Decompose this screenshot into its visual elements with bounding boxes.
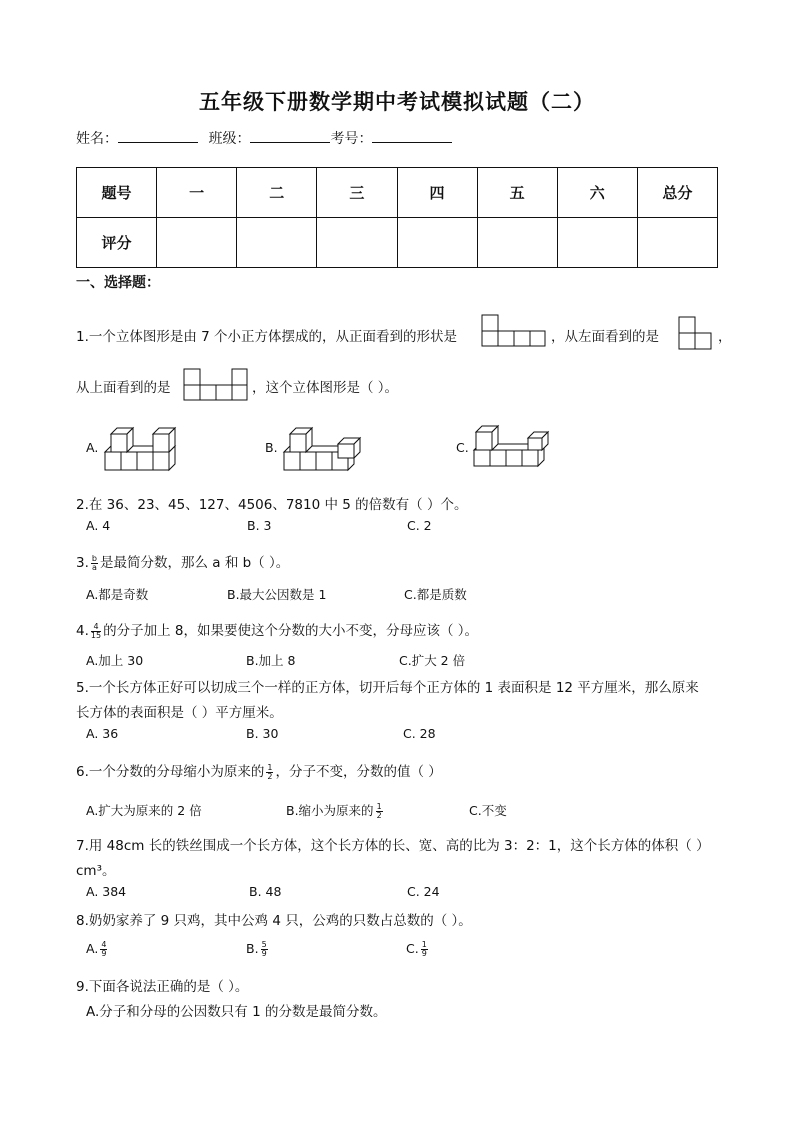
q3-option-a[interactable]: A.都是奇数: [86, 587, 149, 602]
question-6: [76, 760, 442, 781]
q2-option-a[interactable]: A. 4: [86, 518, 111, 533]
left-view-figure: [678, 316, 714, 352]
question-1-line-2: 从上面看到的是: [76, 380, 171, 396]
fraction-denominator: 9: [261, 949, 267, 958]
section-heading: 一、选择题：: [76, 275, 160, 291]
question-2-text: 2.在 36、23、45、127、4506、7810 中 5 的倍数有（ ）个。: [76, 497, 468, 513]
view-square: [216, 385, 232, 400]
score-cell[interactable]: [157, 218, 237, 268]
view-square: [679, 317, 695, 333]
q7-option-c[interactable]: C. 24: [407, 884, 440, 899]
header-cell: 五: [477, 168, 557, 218]
q8-option-c[interactable]: [406, 941, 430, 958]
score-table-header-row: [77, 168, 718, 218]
q2-option-b[interactable]: B. 3: [247, 518, 272, 533]
question-4-text: 的分子加上 8，如果要使这个分数的大小不变，分母应该（ ）。: [103, 623, 478, 639]
q2-option-c[interactable]: C. 2: [407, 518, 432, 533]
q8-option-b[interactable]: [246, 941, 270, 958]
view-square: [498, 331, 514, 346]
front-view-figure: [481, 314, 547, 348]
question-1-text-b: ，从左面看到的是: [551, 329, 659, 345]
view-square: [679, 333, 695, 349]
view-square: [184, 369, 200, 385]
q6-option-b-text: B.缩小为原来的: [286, 803, 374, 818]
q1-option-c-figure: [472, 422, 558, 474]
q4-option-c[interactable]: C.扩大 2 倍: [399, 653, 466, 668]
fraction-denominator: 2: [267, 771, 273, 781]
q1-option-a[interactable]: A.: [86, 440, 99, 455]
fraction-numerator: 4: [91, 623, 101, 632]
question-4-number: 4.: [76, 623, 89, 639]
fraction: [376, 803, 383, 820]
q1-option-a-figure: [103, 422, 179, 474]
fraction-denominator: 9: [421, 949, 427, 958]
view-square: [200, 385, 216, 400]
q5-option-a[interactable]: A. 36: [86, 726, 119, 741]
q8-option-c-label: C.: [406, 941, 419, 956]
name-label: 姓名：: [76, 131, 118, 147]
header-cell: 四: [397, 168, 477, 218]
q6-option-b[interactable]: [286, 801, 385, 820]
view-square: [184, 385, 200, 400]
score-cell[interactable]: [477, 218, 557, 268]
fraction: [100, 941, 107, 958]
fraction: [91, 623, 101, 640]
score-cell[interactable]: [237, 218, 317, 268]
q9-option-a[interactable]: A.分子和分母的公因数只有 1 的分数是最简分数。: [86, 1004, 387, 1020]
view-square: [232, 369, 247, 385]
fraction-numerator: 1: [421, 940, 427, 949]
student-info: [76, 127, 452, 148]
view-square: [482, 331, 498, 346]
class-label: 班级：: [208, 131, 251, 147]
question-1-line-1: [76, 325, 457, 345]
q8-option-a[interactable]: [86, 941, 109, 958]
question-5-line-1: 5.一个长方体正好可以切成三个一样的正方体，切开后每个正方体的 1 表面积是 12 平方厘米，那么原来: [76, 680, 699, 696]
q5-option-b[interactable]: B. 30: [246, 726, 279, 741]
fraction-denominator: 2: [376, 811, 382, 820]
header-cell: 题号: [77, 168, 157, 218]
fraction-denominator: a: [91, 562, 97, 572]
q8-option-b-label: B.: [246, 941, 259, 956]
exam-no-blank[interactable]: [372, 127, 452, 143]
question-1-text-e: ，这个立体图形是（ ）。: [252, 380, 399, 396]
header-cell: 六: [557, 168, 637, 218]
fraction: [261, 941, 268, 958]
page-title: 五年级下册数学期中考试模拟试题（二）: [199, 90, 595, 114]
view-square: [530, 331, 545, 346]
fraction-numerator: 1: [267, 762, 273, 772]
fraction-denominator: 9: [101, 949, 107, 958]
view-square: [514, 331, 530, 346]
header-cell: 总分: [637, 168, 717, 218]
score-cell[interactable]: [397, 218, 477, 268]
view-square: [695, 333, 711, 349]
score-table-score-row: [77, 218, 718, 268]
q8-option-a-label: A.: [86, 941, 99, 956]
header-cell: 一: [157, 168, 237, 218]
q3-option-b[interactable]: B.最大公因数是 1: [227, 587, 327, 602]
q4-option-b[interactable]: B.加上 8: [246, 653, 296, 668]
fraction-numerator: 1: [376, 802, 382, 811]
view-square: [232, 385, 247, 400]
exam-no-label: 考号：: [330, 131, 373, 147]
fraction: [421, 941, 428, 958]
question-3-text: 是最简分数，那么 a 和 b（ ）。: [99, 555, 290, 571]
question-7-line-2: cm³。: [76, 863, 116, 879]
question-1-text-c: ，: [718, 329, 732, 345]
q1-option-b-figure: [282, 422, 364, 474]
question-5-line-2: 长方体的表面积是（ ）平方厘米。: [76, 705, 283, 721]
question-3-number: 3.: [76, 555, 89, 571]
header-cell: 二: [237, 168, 317, 218]
view-square: [482, 315, 498, 331]
q7-option-b[interactable]: B. 48: [249, 884, 282, 899]
q1-option-b[interactable]: B.: [265, 440, 278, 455]
fraction-numerator: 4: [101, 940, 107, 949]
fraction-numerator: 5: [261, 940, 267, 949]
top-view-figure: [183, 368, 249, 402]
question-6-text-a: 6.一个分数的分母缩小为原来的: [76, 764, 265, 780]
q6-option-c[interactable]: C.不变: [469, 803, 507, 818]
fraction: [91, 555, 98, 572]
name-blank[interactable]: [118, 127, 198, 143]
class-blank[interactable]: [250, 127, 330, 143]
question-3: [76, 551, 289, 572]
q1-option-c[interactable]: C.: [456, 440, 469, 455]
score-table: [76, 167, 718, 268]
fraction-denominator: 15: [90, 630, 102, 640]
q3-option-c[interactable]: C.都是质数: [404, 587, 467, 602]
q4-option-a[interactable]: A.加上 30: [86, 653, 144, 668]
question-8-text: 8.奶奶家养了 9 只鸡，其中公鸡 4 只，公鸡的只数占总数的（ ）。: [76, 913, 472, 929]
q7-option-a[interactable]: A. 384: [86, 884, 127, 899]
question-1-text: 1.一个立体图形是由 7 个小正方体摆成的，从正面看到的形状是: [76, 329, 458, 345]
question-9-text: 9.下面各说法正确的是（ ）。: [76, 979, 249, 995]
score-row-label: 评分: [77, 218, 157, 268]
score-cell[interactable]: [557, 218, 637, 268]
fraction-numerator: b: [91, 553, 97, 563]
header-cell: 三: [317, 168, 397, 218]
fraction: [266, 764, 273, 781]
question-7-line-1: 7.用 48cm 长的铁丝围成一个长方体，这个长方体的长、宽、高的比为 3：2：1，这个长方体的体积（ ）: [76, 838, 710, 854]
question-4: [76, 619, 478, 640]
question-6-text-b: ，分子不变，分数的值（ ）: [275, 764, 442, 780]
score-cell[interactable]: [637, 218, 717, 268]
score-cell[interactable]: [317, 218, 397, 268]
q6-option-a[interactable]: A.扩大为原来的 2 倍: [86, 803, 202, 818]
q5-option-c[interactable]: C. 28: [403, 726, 436, 741]
